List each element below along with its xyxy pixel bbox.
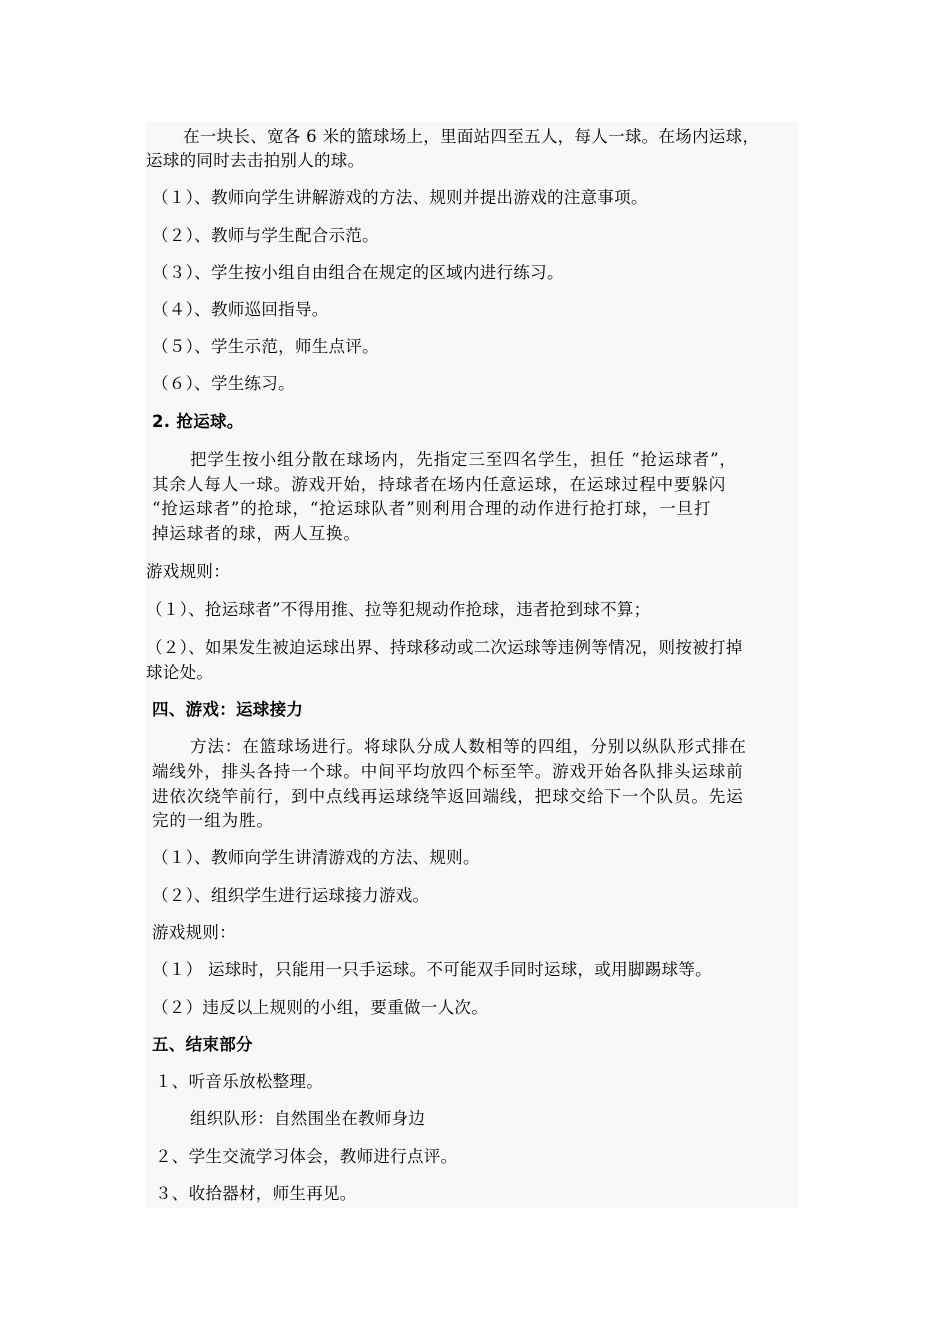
list-item: （５）、学生示范，师生点评。 bbox=[152, 337, 379, 356]
paragraph-line: 掉运球者的球，两人互换。 bbox=[152, 524, 361, 543]
rules-label: 游戏规则： bbox=[146, 562, 230, 581]
paragraph-line: 在一块长、宽各 6 米的篮球场上，里面站四至五人，每人一球。在场内运球， bbox=[183, 127, 760, 146]
list-item: （４）、教师巡回指导。 bbox=[152, 300, 329, 319]
rule-item: 球论处。 bbox=[146, 663, 214, 682]
paragraph-line: “抢运球者”的抢球，“抢运球队者”则利用合理的动作进行抢打球，一旦打 bbox=[152, 499, 712, 518]
paragraph-line: 进依次绕竿前行，到中点线再运球绕竿返回端线，把球交给下一个队员。先运 bbox=[152, 787, 744, 806]
list-item: ３、收拾器材，师生再见。 bbox=[155, 1184, 357, 1203]
list-item: （２）、教师与学生配合示范。 bbox=[152, 226, 379, 245]
section-heading: 四、游戏：运球接力 bbox=[152, 700, 304, 719]
list-item: １、听音乐放松整理。 bbox=[155, 1072, 323, 1091]
paragraph-line: 运球的同时去击拍别人的球。 bbox=[146, 151, 365, 170]
rule-item: （２）、如果发生被迫运球出界、持球移动或二次运球等违例等情况，则按被打掉 bbox=[146, 638, 743, 657]
rules-label: 游戏规则： bbox=[152, 923, 236, 942]
list-item: （６）、学生练习。 bbox=[152, 374, 295, 393]
list-item: （２）、组织学生进行运球接力游戏。 bbox=[152, 886, 430, 905]
paragraph-line: 把学生按小组分散在球场内，先指定三至四名学生，担任 “抢运球者”， bbox=[190, 450, 737, 469]
rule-item: （１）、抢运球者”不得用推、拉等犯规动作抢球，违者抢到球不算； bbox=[146, 600, 651, 619]
paragraph-line: 方法：在篮球场进行。将球队分成人数相等的四组，分别以纵队形式排在 bbox=[190, 737, 747, 756]
list-item: （１）、教师向学生讲清游戏的方法、规则。 bbox=[152, 848, 480, 867]
list-item-sub: 组织队形：自然围坐在教师身边 bbox=[190, 1109, 426, 1128]
paragraph-line: 端线外，排头各持一个球。中间平均放四个标至竿。游戏开始各队排头运球前 bbox=[152, 762, 744, 781]
rule-item: （１） 运球时，只能用一只手运球。不可能双手同时运球，或用脚踢球等。 bbox=[152, 960, 712, 979]
rule-item: （２）违反以上规则的小组，要重做一人次。 bbox=[152, 998, 488, 1017]
list-item: ２、学生交流学习体会，教师进行点评。 bbox=[155, 1147, 458, 1166]
section-heading: 2. 抢运球。 bbox=[152, 412, 244, 431]
list-item: （１）、教师向学生讲解游戏的方法、规则并提出游戏的注意事项。 bbox=[152, 188, 648, 207]
list-item: （３）、学生按小组自由组合在规定的区域内进行练习。 bbox=[152, 263, 564, 282]
paragraph-line: 完的一组为胜。 bbox=[152, 811, 274, 830]
paragraph-line: 其余人每人一球。游戏开始，持球者在场内任意运球，在运球过程中要躲闪 bbox=[152, 475, 727, 494]
section-heading: 五、结束部分 bbox=[152, 1035, 253, 1054]
